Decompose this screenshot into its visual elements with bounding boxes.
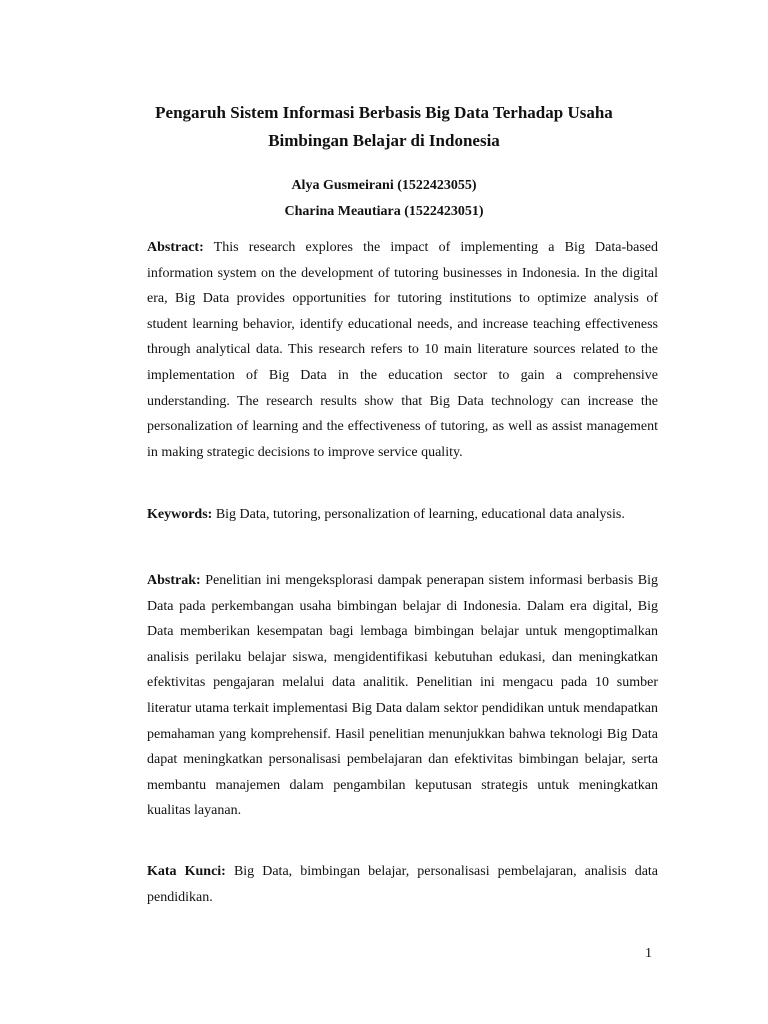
abstrak-label: Abstrak: xyxy=(147,573,201,588)
abstract-label: Abstract: xyxy=(147,240,204,255)
abstract-paragraph xyxy=(147,235,658,465)
paper-title-line-2: Bimbingan Belajar di Indonesia xyxy=(268,131,500,150)
author-list xyxy=(110,173,658,225)
kata-kunci-paragraph xyxy=(147,859,658,910)
kata-kunci-label: Kata Kunci: xyxy=(147,864,226,879)
paper-title-line-1: Pengaruh Sistem Informasi Berbasis Big Data Terhadap Usaha xyxy=(155,103,613,122)
kata-kunci-text: Big Data, bimbingan belajar, personalisasi pembelajaran, analisis data pendidikan. xyxy=(147,864,659,905)
keywords-text: Big Data, tutoring, personalization of learning, educational data analysis. xyxy=(215,507,625,522)
keywords-paragraph xyxy=(147,502,658,528)
abstrak-paragraph xyxy=(147,568,658,824)
author-1: Alya Gusmeirani (1522423055) xyxy=(291,178,477,193)
page-number: 1 xyxy=(645,946,652,961)
keywords-label: Keywords: xyxy=(147,507,213,522)
paper-title xyxy=(110,99,658,155)
abstract-text: This research explores the impact of implementing a Big Data-based information system on the development of tutoring businesses in Indonesia. In the digital era, Big Data provides opportunities for tutoring institutions to optimize analysis of student learning behavior, identify educational needs, and increase teaching effectiveness through analytical data. This research refers to 10 main literature sources related to the implementation of Big Data in the education sector to gain a comprehensive understanding. The research results show that Big Data technology can increase the personalization of learning and the effectiveness of tutoring, as well as assist management in making strategic decisions to improve service quality. xyxy=(147,240,659,460)
author-2: Charina Meautiara (1522423051) xyxy=(284,204,484,219)
abstrak-text: Penelitian ini mengeksplorasi dampak penerapan sistem informasi berbasis Big Data pada perkembangan usaha bimbingan belajar di Indonesia. Dalam era digital, Big Data memberikan kesempatan bagi lembaga bimbingan belajar untuk mengoptimalkan analisis perilaku belajar siswa, mengidentifikasi kebutuhan edukasi, dan meningkatkan efektivitas pengajaran melalui data analitik. Penelitian ini mengacu pada 10 sumber literatur utama terkait implementasi Big Data dalam sektor pendidikan untuk mendapatkan pemahaman yang komprehensif. Hasil penelitian menunjukkan bahwa teknologi Big Data dapat meningkatkan personalisasi pembelajaran dan efektivitas bimbingan belajar, serta membantu manajemen dalam pengambilan keputusan strategis untuk meningkatkan kualitas layanan. xyxy=(147,573,658,819)
